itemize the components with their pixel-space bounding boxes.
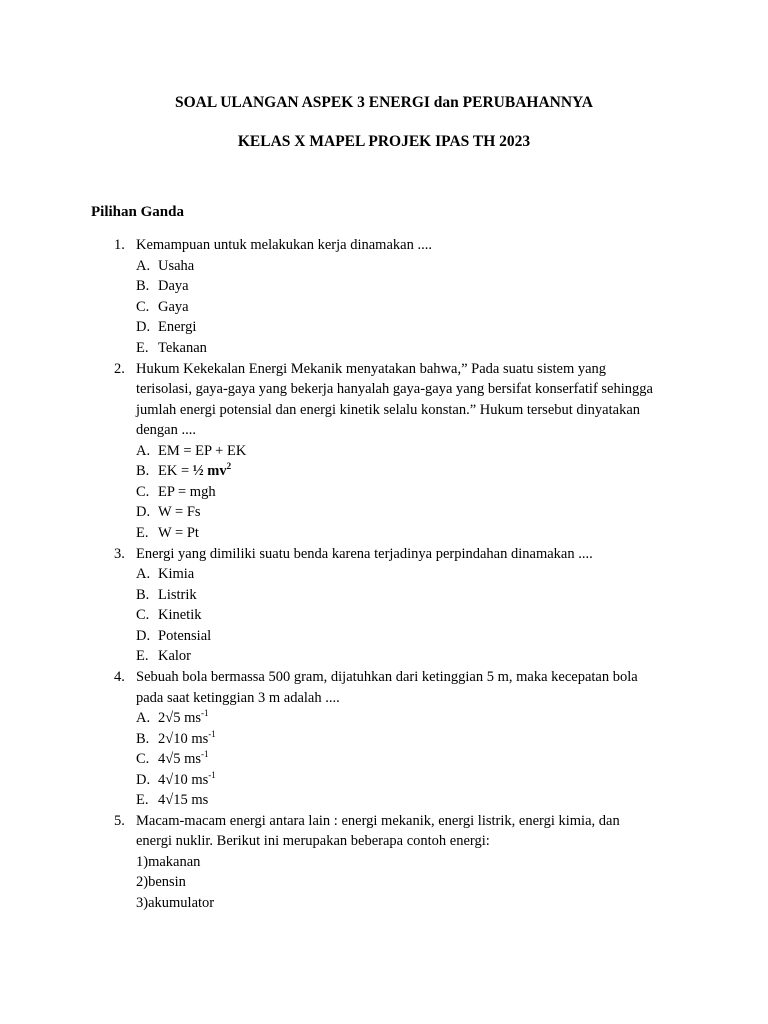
option-text: Potensial xyxy=(158,628,212,644)
option xyxy=(136,790,208,810)
option-text: Gaya xyxy=(158,299,189,315)
option xyxy=(136,585,197,605)
option-text: Usaha xyxy=(158,258,195,274)
option-letter: D. xyxy=(136,319,151,335)
option-text: 4√5 ms xyxy=(158,751,202,767)
option-letter: C. xyxy=(136,299,150,315)
option xyxy=(136,708,209,728)
option xyxy=(136,729,216,749)
option-text: 2√5 ms xyxy=(158,710,202,726)
question-number: 5. xyxy=(114,813,125,829)
option-text: EP = mgh xyxy=(158,484,216,500)
option xyxy=(136,605,202,625)
option xyxy=(136,276,189,296)
question-text-line: Sebuah bola bermassa 500 gram, dijatuhkan dari ketinggian 5 m, maka kecepatan bola xyxy=(136,669,638,685)
option xyxy=(136,564,194,584)
section-heading: Pilihan Ganda xyxy=(91,204,184,220)
option xyxy=(136,523,199,543)
option xyxy=(136,770,216,790)
superscript: -1 xyxy=(208,770,216,781)
option-letter: D. xyxy=(136,772,151,788)
option xyxy=(136,297,189,317)
option-letter: C. xyxy=(136,607,150,623)
question-text-line: pada saat ketinggian 3 m adalah .... xyxy=(136,690,340,706)
option-text: Kinetik xyxy=(158,607,202,623)
option xyxy=(136,461,231,481)
question-text-line: Hukum Kekekalan Energi Mekanik menyatakan bahwa,” Pada suatu sistem yang xyxy=(136,361,607,377)
question-text-line: Macam-macam energi antara lain : energi mekanik, energi listrik, energi kimia, dan xyxy=(136,813,620,829)
option-text: 2√10 ms xyxy=(158,731,209,747)
option-text: EK = xyxy=(158,463,193,479)
superscript: 2 xyxy=(226,461,232,472)
option-text: Energi xyxy=(158,319,197,335)
question-number: 3. xyxy=(114,546,125,562)
option-letter: C. xyxy=(136,484,150,500)
question-text-line: terisolasi, gaya-gaya yang bekerja hanyalah gaya-gaya yang bersifat konserfatif sehingga xyxy=(136,381,653,397)
option-letter: A. xyxy=(136,566,151,582)
option-text: Daya xyxy=(158,278,189,294)
option-letter: D. xyxy=(136,628,151,644)
option xyxy=(136,646,191,666)
option-letter: A. xyxy=(136,258,151,274)
option-letter: B. xyxy=(136,463,150,479)
question-text-line: jumlah energi potensial dan energi kinetik selalu konstan.” Hukum tersebut dinyatakan xyxy=(136,402,641,418)
option xyxy=(136,317,196,337)
list-item: 3)akumulator xyxy=(136,895,215,911)
option-letter: B. xyxy=(136,278,150,294)
question-text-line: dengan .... xyxy=(136,422,196,438)
option-letter: D. xyxy=(136,504,151,520)
option xyxy=(136,338,207,358)
superscript: -1 xyxy=(208,729,216,740)
list-item: 1)makanan xyxy=(136,854,201,870)
question-text: Energi yang dimiliki suatu benda karena terjadinya perpindahan dinamakan .... xyxy=(136,546,593,562)
option-text: W = Pt xyxy=(158,525,199,541)
option-text: Listrik xyxy=(158,587,197,603)
option-letter: B. xyxy=(136,731,150,747)
option-letter: E. xyxy=(136,525,149,541)
option-text: 4√10 ms xyxy=(158,772,209,788)
option xyxy=(136,441,246,461)
option xyxy=(136,749,209,769)
superscript: -1 xyxy=(201,708,209,719)
option-text: 4√15 ms xyxy=(158,792,209,808)
question-number: 1. xyxy=(114,237,125,253)
formula-text: ½ mv xyxy=(192,463,227,479)
option xyxy=(136,256,194,276)
option xyxy=(136,482,216,502)
option-text: Kimia xyxy=(158,566,195,582)
question-text: Kemampuan untuk melakukan kerja dinamakan .... xyxy=(136,237,432,253)
list-item: 2)bensin xyxy=(136,874,186,890)
option-letter: E. xyxy=(136,792,149,808)
document-subtitle: KELAS X MAPEL PROJEK IPAS TH 2023 xyxy=(237,133,531,150)
option-letter: C. xyxy=(136,751,150,767)
question-number: 2. xyxy=(114,361,125,377)
option-text: Tekanan xyxy=(158,340,207,356)
option-text: W = Fs xyxy=(158,504,201,520)
option-letter: B. xyxy=(136,587,150,603)
option-letter: A. xyxy=(136,710,151,726)
document-title: SOAL ULANGAN ASPEK 3 ENERGI dan PERUBAHANNYA xyxy=(174,94,593,111)
option-text: Kalor xyxy=(158,648,192,664)
question-number: 4. xyxy=(114,669,125,685)
superscript: -1 xyxy=(201,749,209,760)
option-text: EM = EP + EK xyxy=(158,443,247,459)
question-text-line: energi nuklir. Berikut ini merupakan beberapa contoh energi: xyxy=(136,833,490,849)
option xyxy=(136,502,201,522)
option-letter: E. xyxy=(136,648,149,664)
option-letter: A. xyxy=(136,443,151,459)
option xyxy=(136,626,211,646)
option-letter: E. xyxy=(136,340,149,356)
